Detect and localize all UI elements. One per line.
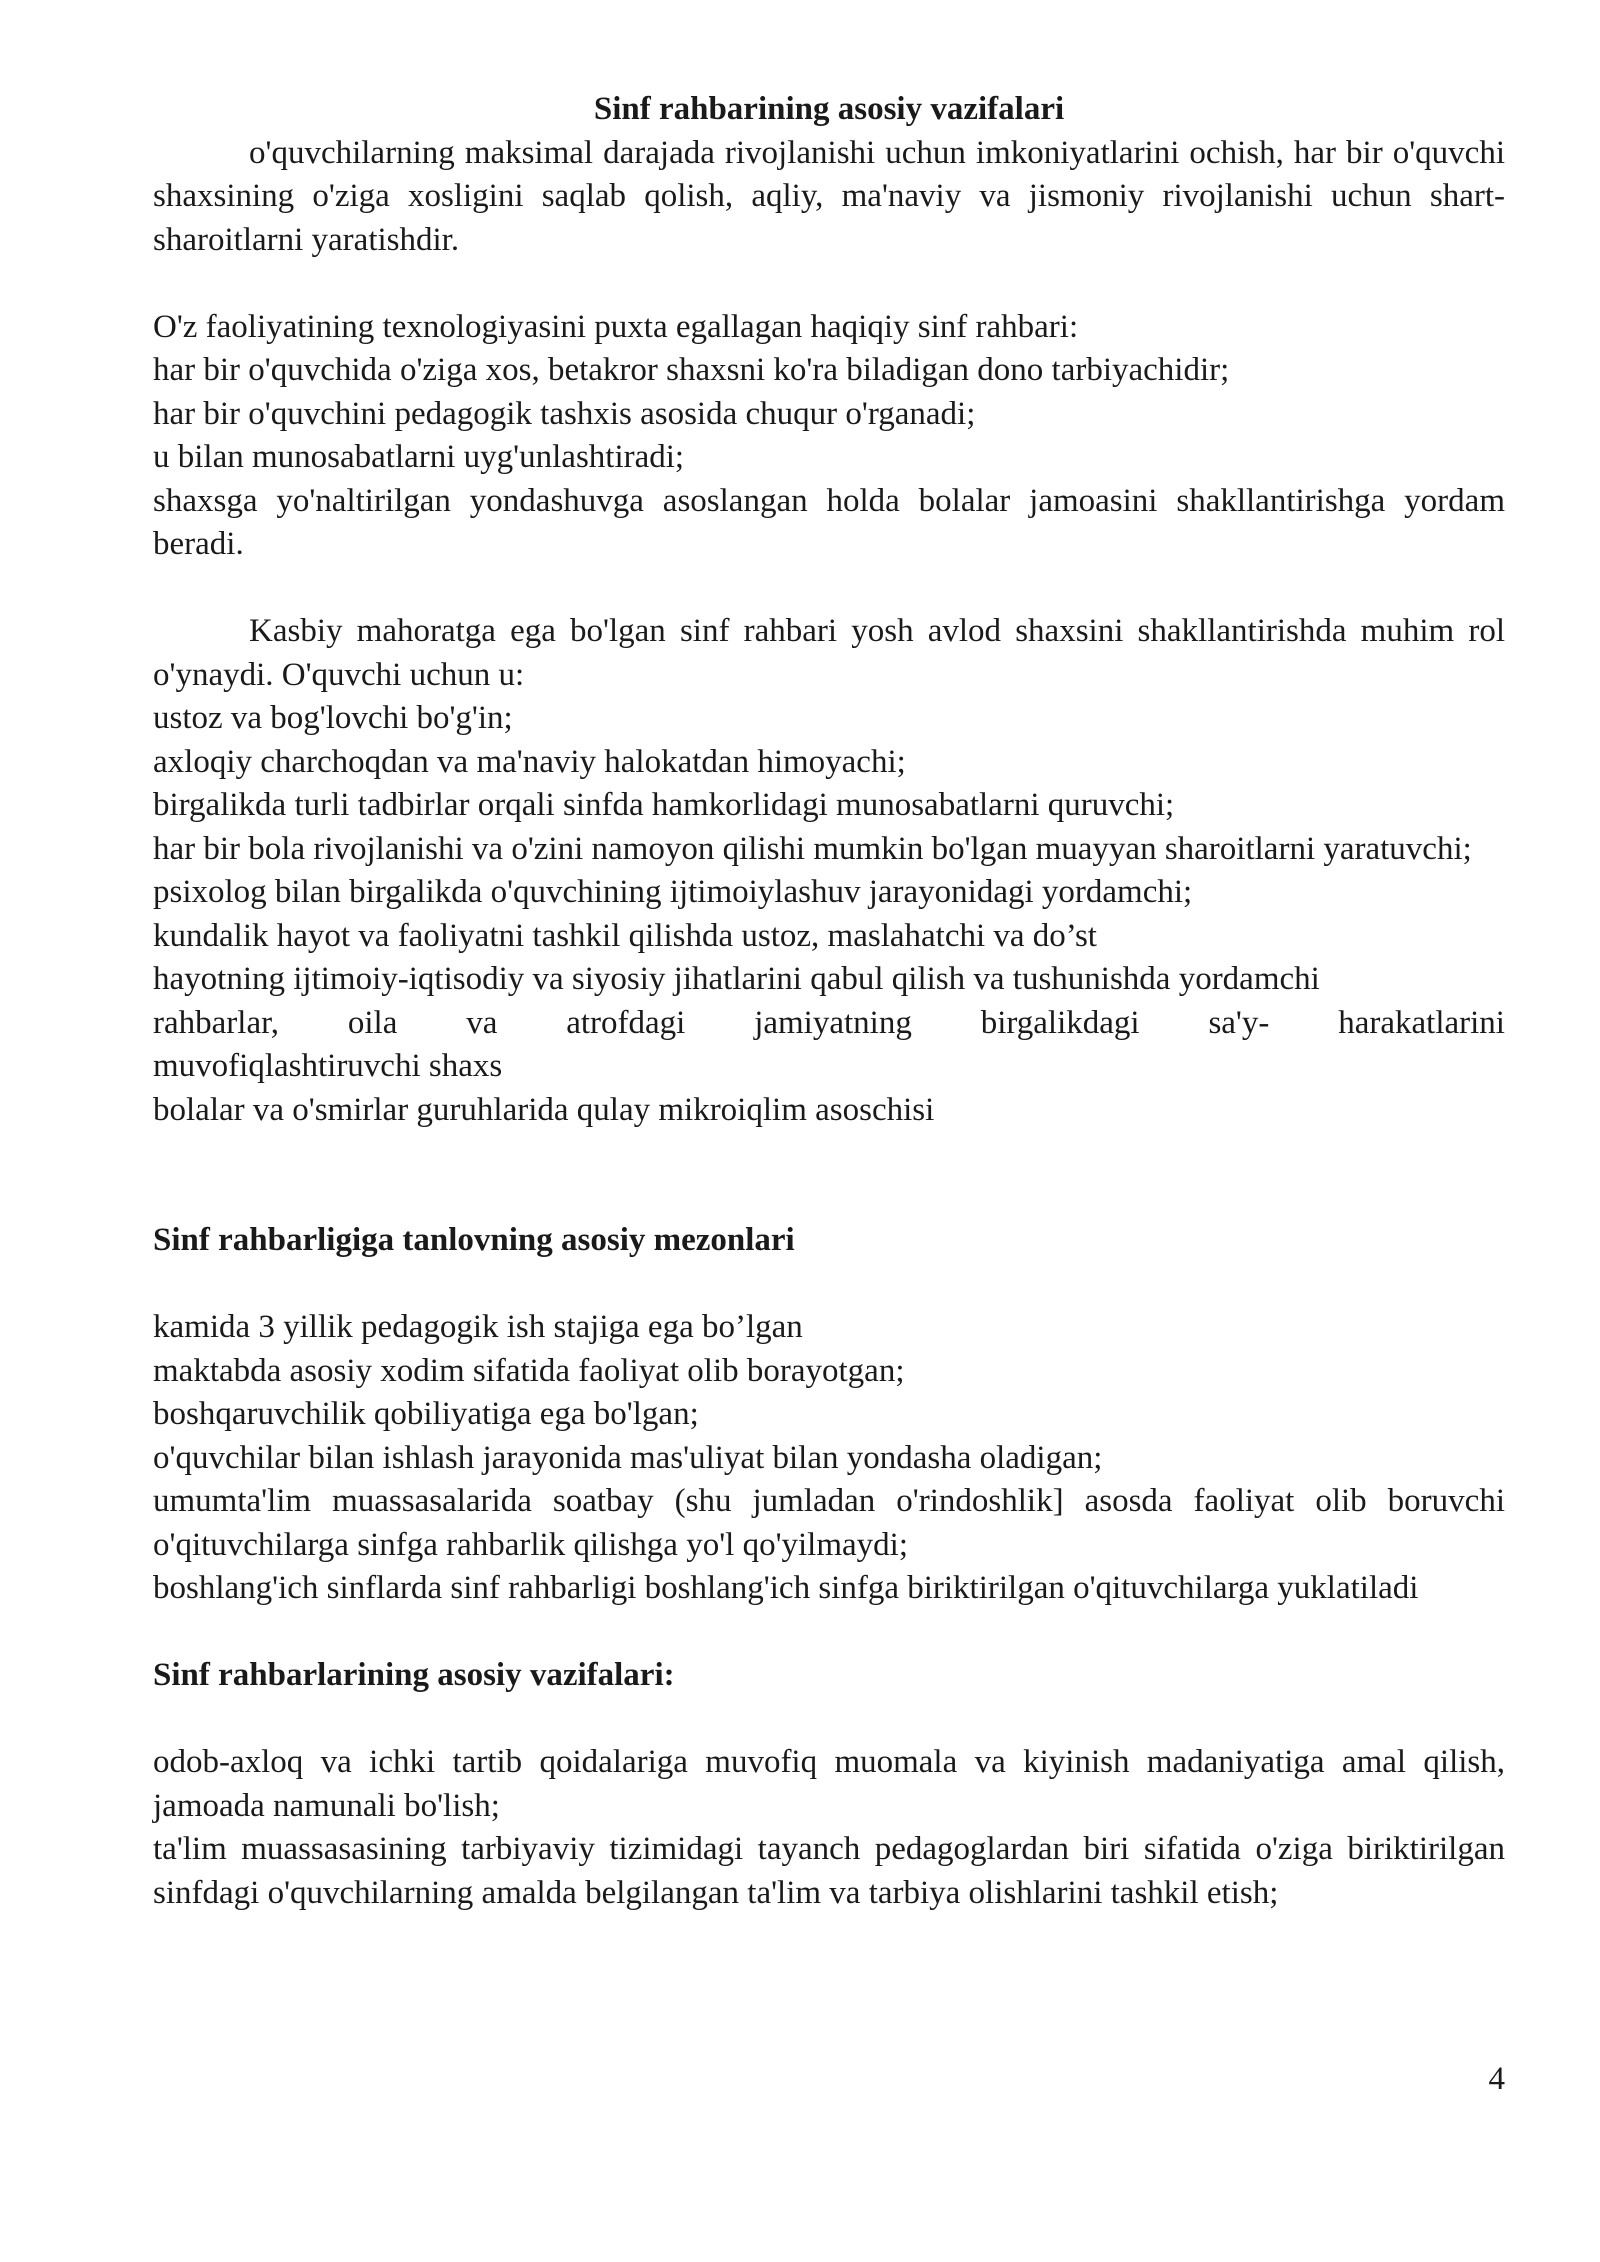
list-item: har bir o'quvchini pedagogik tashxis asosida chuqur o'rganadi; (153, 395, 976, 432)
spread-line (153, 1002, 1505, 1046)
list-item: ustoz va bog'lovchi bo'g'in; (153, 700, 513, 736)
list-item: ta'lim muassasasining tarbiyaviy tizimidagi tayanch pedagoglardan biri sifatida o'ziga biriktirilgan sinfdagi o'quvchilarning amalda belgilangan ta'lim va tarbiya olishlarini tashkil etish; (153, 1831, 1505, 1911)
spacer (153, 1132, 1505, 1219)
spread-word: oila (347, 1004, 398, 1041)
spacer (153, 1263, 1505, 1307)
spread-word: va (466, 1004, 498, 1041)
list-item: boshqaruvchilik qobiliyatiga ega bo'lgan; (153, 1396, 699, 1432)
section2-lead: Kasbiy mahoratga ega bo'lgan sinf rahbari yosh avlod shaxsini shakllantirishda muhim rol o'ynaydi. O'quvchi uchun u: (153, 613, 1505, 693)
list-item: shaxsga yo'naltirilgan yondashuvga asoslangan holda bolalar jamoasini shakllantirishga yordam beradi. (153, 482, 1505, 562)
list-item: har bir bola rivojlanishi va o'zini namoyon qilishi mumkin bo'lgan muayyan sharoitlarni yaratuvchi; (153, 830, 1472, 867)
list-item: bolalar va o'smirlar guruhlarida qulay mikroiqlim asoschisi (153, 1091, 935, 1128)
section4-heading: Sinf rahbarlarining asosiy vazifalari: (153, 1657, 675, 1693)
spread-word: rahbarlar, (153, 1004, 280, 1041)
list-item: birgalikda turli tadbirlar orqali sinfda hamkorlidagi munosabatlarni quruvchi; (153, 787, 1175, 823)
list-item: kundalik hayot va faoliyatni tashkil qilishda ustoz, maslahatchi va do’st (153, 917, 1097, 954)
spacer (153, 1698, 1505, 1742)
list-item: har bir o'quvchida o'ziga xos, betakror shaxsni ko'ra biladigan dono tarbiyachidir; (153, 352, 1230, 388)
document-title: Sinf rahbarining asosiy vazifalari (593, 91, 1065, 127)
spread-word: jamiyatning (754, 1004, 912, 1041)
spread-line-tail: muvofiqlashtiruvchi shaxs (153, 1048, 503, 1084)
list-item: axloqiy charchoqdan va ma'naviy halokatdan himoyachi; (153, 743, 906, 780)
spread-word: harakatlarini (1338, 1004, 1505, 1041)
spread-word: birgalikdagi (980, 1004, 1140, 1041)
spacer (153, 567, 1505, 611)
intro-paragraph: o'quvchilarning maksimal darajada rivojlanishi uchun imkoniyatlarini ochish, har bir o'quvchi shaxsining o'ziga xosligini saqlab qolish, aqliy, ma'naviy va jismoniy rivojlanishi uchun shart-sharoitlarni yaratishdir. (153, 134, 1505, 258)
list-item: o'quvchilar bilan ishlash jarayonida mas'uliyat bilan yondasha oladigan; (153, 1439, 1103, 1476)
list-item: boshlang'ich sinflarda sinf rahbarligi boshlang'ich sinfga biriktirilgan o'qituvchilarga yuklatiladi (153, 1570, 1419, 1606)
list-item: hayotning ijtimoiy-iqtisodiy va siyosiy jihatlarini qabul qilish va tushunishda yordamchi (153, 961, 1320, 997)
list-item: umumta'lim muassasalarida soatbay (shu jumladan o'rindoshlik] asosda faoliyat olib boruvchi o'qituvchilarga sinfga rahbarlik qilishga yo'l qo'yilmaydi; (153, 1483, 1505, 1563)
list-item: odob-axloq va ichki tartib qoidalariga muvofiq muomala va kiyinish madaniyatiga amal qilish, jamoada namunali bo'lish; (153, 1744, 1505, 1824)
list-item: psixolog bilan birgalikda o'quvchining ijtimoiylashuv jarayonidagi yordamchi; (153, 874, 1193, 910)
spacer (153, 262, 1505, 306)
list-item: maktabda asosiy xodim sifatida faoliyat olib borayotgan; (153, 1352, 905, 1389)
list-item: kamida 3 yillik pedagogik ish stajiga ega bo’lgan (153, 1309, 803, 1345)
spread-word: atrofdagi (566, 1004, 686, 1041)
document-page (153, 88, 1505, 1915)
spread-word: sa'y- (1208, 1004, 1270, 1041)
list-item: u bilan munosabatlarni uyg'unlashtiradi; (153, 439, 685, 475)
page-number: 4 (1488, 2061, 1505, 2097)
section1-lead: O'z faoliyatining texnologiyasini puxta egallagan haqiqiy sinf rahbari: (153, 308, 1079, 345)
section3-heading: Sinf rahbarligiga tanlovning asosiy mezonlari (153, 1222, 795, 1258)
spacer (153, 1611, 1505, 1655)
